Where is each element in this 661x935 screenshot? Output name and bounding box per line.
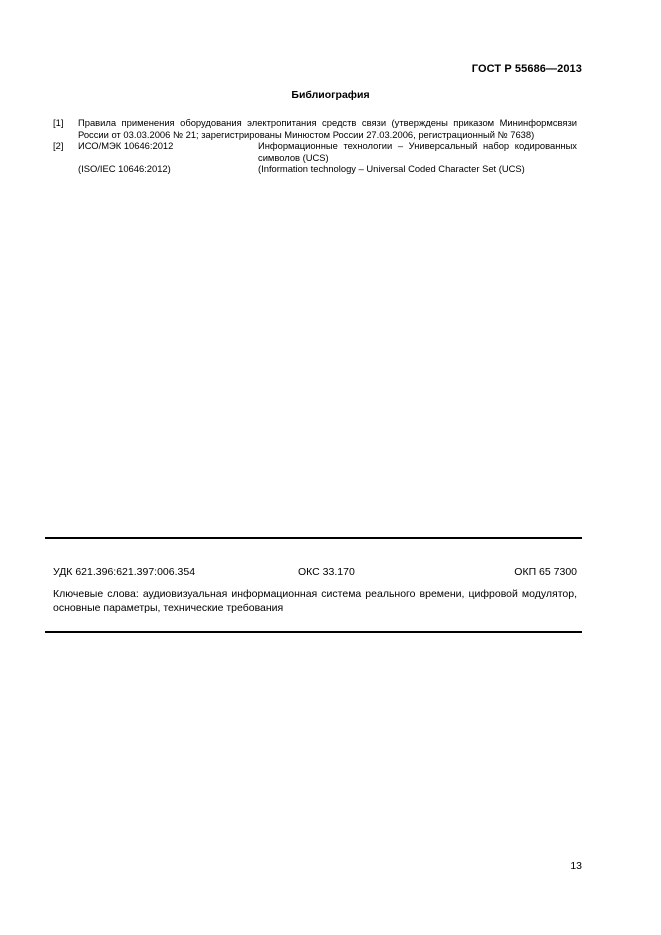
reference-text: Правила применения оборудования электропитания средств связи (утверждены приказом Мининформсвязи России от 03.03.2006 № 21; зарегистрированы Минюстом России 27.03.2006, регистрационный № 7638) <box>78 117 577 140</box>
keywords: Ключевые слова: аудиовизуальная информационная система реального времени, цифровой модулятор, основные параметры, технические требования <box>53 588 577 614</box>
standard-number: ГОСТ Р 55686—2013 <box>471 63 582 75</box>
udk-code: УДК 621.396:621.397:006.354 <box>53 566 196 578</box>
reference-code-en: (ISO/IEC 10646:2012) <box>78 163 171 175</box>
reference-row-ru <box>78 140 577 163</box>
bibliography-item <box>53 140 577 175</box>
reference-title-en: (Information technology – Universal Coded Character Set (UCS) <box>258 163 525 175</box>
reference-body <box>78 140 577 175</box>
reference-title-ru: Информационные технологии – Универсальный набор кодированных символов (UCS) <box>258 140 577 163</box>
okp-code: ОКП 65 7300 <box>514 566 577 578</box>
oks-code: ОКС 33.170 <box>298 566 355 578</box>
reference-number: [1] <box>53 117 64 128</box>
bibliography-item <box>53 117 577 140</box>
page-number: 13 <box>570 860 582 872</box>
reference-number: [2] <box>53 140 64 152</box>
reference-row-en <box>78 163 577 175</box>
divider-top <box>45 537 582 539</box>
divider-bottom <box>45 631 582 633</box>
bibliography-title: Библиография <box>291 89 370 101</box>
reference-code-ru: ИСО/МЭК 10646:2012 <box>78 140 174 152</box>
bibliography-list <box>53 117 577 175</box>
